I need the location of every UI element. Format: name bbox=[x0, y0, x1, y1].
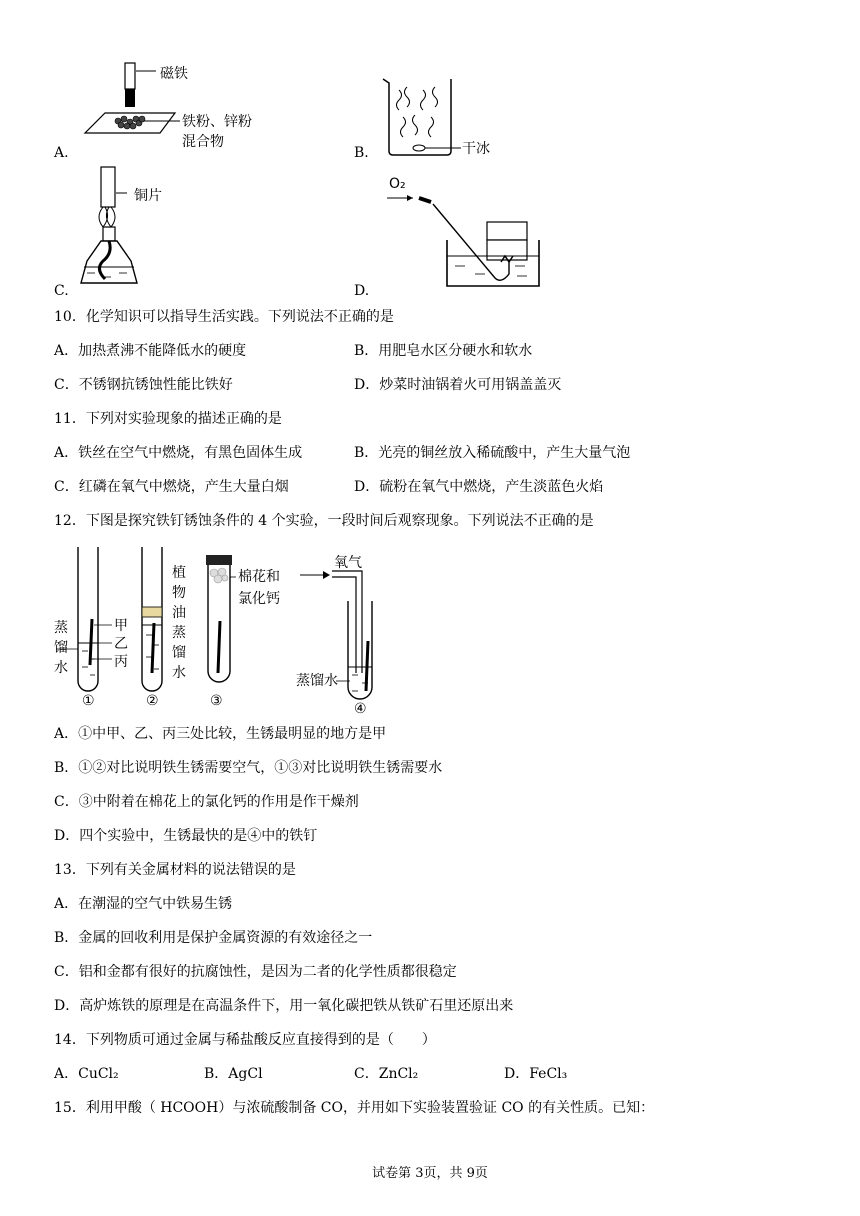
label-liu-2: 馏 bbox=[172, 645, 186, 661]
tube-number-1: ① bbox=[82, 693, 95, 709]
question-14-option-b: B．AgCl bbox=[204, 1066, 263, 1082]
question-11-option-d: D．硫粉在氧气中燃烧，产生淡蓝色火焰 bbox=[354, 479, 604, 495]
label-yi: 乙 bbox=[114, 636, 128, 652]
question-11-option-a: A．铁丝在空气中燃烧，有黑色固体生成 bbox=[54, 445, 303, 461]
question-12-option-c: C．③中附着在棉花上的氯化钙的作用是作干燥剂 bbox=[54, 794, 359, 810]
label-jia: 甲 bbox=[114, 618, 128, 634]
mixture-label-2: 混合物 bbox=[182, 134, 224, 150]
test-tube-1 bbox=[78, 547, 98, 691]
option-letter-9b: B. bbox=[354, 145, 369, 161]
option-letter-9c: C. bbox=[54, 283, 69, 299]
question-11-option-c: C．红磷在氧气中燃烧，产生大量白烟 bbox=[54, 479, 289, 495]
figure-12-iron-nail-rusting bbox=[50, 545, 410, 715]
iron-nail-1 bbox=[90, 619, 92, 665]
question-11-option-b: B．光亮的铜丝放入稀硫酸中，产生大量气泡 bbox=[354, 445, 631, 461]
question-14-option-d: D．FeCl₃ bbox=[504, 1066, 568, 1082]
label-shui-2: 水 bbox=[172, 665, 186, 681]
label-oxygen: 氧气 bbox=[334, 555, 362, 571]
question-12-option-b: B．①②对比说明铁生锈需要空气，①③对比说明铁生锈需要水 bbox=[54, 760, 443, 776]
question-12-stem: 12．下图是探究铁钉锈蚀条件的 4 个实验，一段时间后观察现象。下列说法不正确的是 bbox=[54, 513, 594, 529]
question-13-option-b: B．金属的回收利用是保护金属资源的有效途径之一 bbox=[54, 930, 373, 946]
label-zheng-2: 蒸 bbox=[172, 625, 186, 641]
tube-number-4: ④ bbox=[354, 701, 367, 715]
label-distilled-water: 蒸馏水 bbox=[296, 673, 338, 689]
question-13-option-a: A．在潮湿的空气中铁易生锈 bbox=[54, 896, 233, 912]
tube-number-2: ② bbox=[146, 693, 159, 709]
label-cotton: 棉花和 bbox=[238, 569, 280, 585]
iron-nail-3 bbox=[218, 621, 220, 673]
question-13-option-c: C．铝和金都有很好的抗腐蚀性，是因为二者的化学性质都很稳定 bbox=[54, 964, 457, 980]
question-10-stem: 10．化学知识可以指导生活实践。下列说法不正确的是 bbox=[54, 309, 394, 325]
oil-layer bbox=[142, 607, 162, 617]
tube-number-3: ③ bbox=[210, 693, 223, 709]
question-14-stem: 14．下列物质可通过金属与稀盐酸反应直接得到的是（ ） bbox=[54, 1032, 436, 1048]
question-12-option-a: A．①中甲、乙、丙三处比较，生锈最明显的地方是甲 bbox=[54, 726, 387, 742]
question-15-stem: 15．利用甲酸（ HCOOH）与浓硫酸制备 CO，并用如下实验装置验证 CO 的有关性质。已知： bbox=[54, 1100, 655, 1116]
oxygen-gas-label: O₂ bbox=[389, 176, 406, 192]
question-10-option-a: A．加热煮沸不能降低水的硬度 bbox=[54, 343, 247, 359]
label-wu: 物 bbox=[172, 585, 186, 601]
question-11-stem: 11．下列对实验现象的描述正确的是 bbox=[54, 411, 282, 427]
question-12-option-d: D．四个实验中，生锈最快的是④中的铁钉 bbox=[54, 828, 318, 844]
question-13-stem: 13．下列有关金属材料的说法错误的是 bbox=[54, 862, 296, 878]
question-10-option-b: B．用肥皂水区分硬水和软水 bbox=[354, 343, 533, 359]
dry-ice-label: 干冰 bbox=[462, 141, 490, 157]
label-calcium-chloride: 氯化钙 bbox=[238, 591, 280, 607]
question-14-option-a: A．CuCl₂ bbox=[54, 1066, 119, 1082]
figure-9d-oxygen-water-bath bbox=[385, 170, 545, 295]
page-footer: 试卷第 3页，共 9页 bbox=[372, 1166, 488, 1181]
question-10-option-c: C．不锈钢抗锈蚀性能比铁好 bbox=[54, 377, 233, 393]
question-13-option-d: D．高炉炼铁的原理是在高温条件下，用一氧化碳把铁从铁矿石里还原出来 bbox=[54, 998, 514, 1014]
question-14-option-c: C．ZnCl₂ bbox=[354, 1066, 419, 1082]
iron-nail-2 bbox=[152, 623, 154, 673]
question-10-option-d: D．炒菜时油锅着火可用锅盖盖灭 bbox=[354, 377, 562, 393]
label-shui: 水 bbox=[54, 660, 68, 676]
option-letter-9d: D. bbox=[354, 283, 370, 299]
label-bing: 丙 bbox=[114, 654, 128, 670]
label-zheng: 蒸 bbox=[54, 620, 68, 636]
label-you: 油 bbox=[172, 605, 186, 621]
option-letter-9a: A. bbox=[54, 145, 69, 161]
magnet-label: 磁铁 bbox=[160, 66, 188, 82]
label-zhi: 植 bbox=[172, 565, 186, 581]
copper-sheet-label: 铜片 bbox=[134, 188, 162, 204]
mixture-label-1: 铁粉、锌粉 bbox=[182, 114, 252, 130]
label-liu: 馏 bbox=[54, 640, 68, 656]
stopper-3 bbox=[206, 555, 232, 565]
iron-nail-4 bbox=[366, 641, 368, 691]
